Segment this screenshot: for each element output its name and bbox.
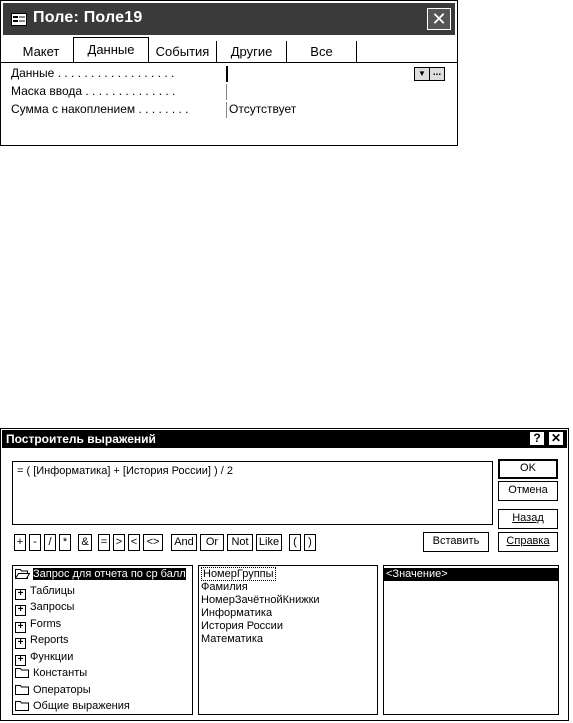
input-mask-field[interactable] <box>226 84 429 100</box>
tab-underline <box>1 62 457 63</box>
object-tree-list[interactable] <box>12 565 193 715</box>
list-item[interactable] <box>199 568 377 581</box>
tree-item-label: Forms <box>30 617 62 630</box>
property-row-running-sum <box>11 102 451 119</box>
plus-icon[interactable]: + <box>15 622 26 633</box>
list-item[interactable]: История России <box>201 620 283 632</box>
folder-icon <box>15 667 30 678</box>
operator-and-button[interactable]: And <box>171 534 197 551</box>
operator-equal-button[interactable]: = <box>98 534 110 551</box>
expression-builder-title: Построитель выражений <box>6 432 156 446</box>
expression-builder-titlebar <box>2 430 567 448</box>
property-row-input-mask <box>11 84 451 101</box>
tab-other[interactable]: Другие <box>217 41 287 63</box>
folder-icon <box>15 700 30 711</box>
operator-divide-button[interactable]: / <box>44 534 56 551</box>
operator-like-button[interactable]: Like <box>256 534 282 551</box>
tab-events[interactable]: События <box>149 41 217 63</box>
operator-not-equal-button[interactable]: <> <box>143 534 163 551</box>
list-item[interactable]: Математика <box>201 633 263 645</box>
list-item[interactable]: НомерЗачётнойКнижки <box>201 594 320 606</box>
list-item[interactable]: Информатика <box>201 607 273 619</box>
field-properties-title: Поле: Поле19 <box>33 9 143 26</box>
tree-item-label: Общие выражения <box>33 700 130 712</box>
operator-multiply-button[interactable]: * <box>59 534 71 551</box>
tree-item-tables[interactable] <box>13 583 192 600</box>
operator-minus-button[interactable]: - <box>29 534 41 551</box>
values-list[interactable] <box>383 565 559 715</box>
fields-list[interactable] <box>198 565 378 715</box>
property-label: Маска ввода . . . . . . . . . . . . . . <box>11 84 176 98</box>
operator-open-paren-button[interactable]: ( <box>289 534 301 551</box>
operator-concat-button[interactable]: & <box>78 534 92 551</box>
field-properties-window <box>0 0 458 146</box>
tree-item-label: Запросы <box>30 601 75 613</box>
folder-icon <box>15 684 30 695</box>
tree-item-operators[interactable] <box>13 682 192 699</box>
ok-button[interactable]: OK <box>498 459 558 479</box>
chevron-down-icon[interactable]: ▼ <box>414 67 430 81</box>
tree-item-reports[interactable] <box>13 632 192 649</box>
plus-icon[interactable]: + <box>15 605 26 616</box>
property-label: Сумма с накоплением . . . . . . . . <box>11 102 189 116</box>
close-icon[interactable]: ✕ <box>427 8 451 30</box>
operator-greater-button[interactable]: > <box>113 534 125 551</box>
folder-open-icon <box>15 568 30 579</box>
properties-icon <box>11 13 27 26</box>
tree-item-constants[interactable] <box>13 665 192 682</box>
property-label: Данные . . . . . . . . . . . . . . . . . . <box>11 66 175 80</box>
operator-plus-button[interactable]: + <box>14 534 26 551</box>
cancel-button[interactable]: Отмена <box>498 481 558 501</box>
data-source-input[interactable] <box>226 66 408 82</box>
operator-less-button[interactable]: < <box>128 534 140 551</box>
tree-item-label: Запрос для отчета по ср балл <box>33 568 186 580</box>
tree-item-label: Таблицы <box>30 584 75 597</box>
tree-item-queries[interactable] <box>13 599 192 616</box>
close-icon[interactable]: ✕ <box>548 431 564 446</box>
paste-button[interactable]: Вставить <box>423 532 489 552</box>
tree-item-query[interactable] <box>13 566 192 583</box>
tab-data[interactable]: Данные <box>73 37 149 63</box>
list-item-label: НомерГруппы <box>203 568 274 580</box>
plus-icon[interactable]: + <box>15 655 26 666</box>
help-button[interactable]: Справка <box>498 532 558 552</box>
tree-item-forms[interactable] <box>13 616 192 633</box>
property-row-data <box>11 66 451 83</box>
tree-item-functions[interactable] <box>13 649 192 666</box>
tree-item-label: Операторы <box>33 683 91 696</box>
undo-button[interactable]: Назад <box>498 509 558 529</box>
help-icon[interactable]: ? <box>529 431 545 446</box>
operator-not-button[interactable]: Not <box>227 534 253 551</box>
plus-icon[interactable]: + <box>15 638 26 649</box>
tab-all[interactable]: Все <box>287 41 357 63</box>
tree-item-label: Reports <box>30 634 69 646</box>
plus-icon[interactable]: + <box>15 589 26 600</box>
field-properties-titlebar <box>3 3 455 35</box>
tree-item-label: Константы <box>33 667 88 679</box>
running-sum-field[interactable]: Отсутствует <box>226 102 429 118</box>
expression-input[interactable]: = ( [Информатика] + [История России] ) / 2 <box>12 461 493 525</box>
tree-item-label: Функции <box>30 650 74 663</box>
tree-item-common-expressions[interactable] <box>13 698 192 715</box>
builder-button[interactable]: ... <box>429 67 445 81</box>
tab-layout[interactable]: Макет <box>22 44 60 59</box>
list-item[interactable]: <Значение> <box>384 568 558 581</box>
expression-builder-window <box>0 428 569 721</box>
operator-close-paren-button[interactable]: ) <box>304 534 316 551</box>
property-tabs <box>1 37 457 63</box>
list-item[interactable]: Фамилия <box>201 581 248 593</box>
operator-or-button[interactable]: Or <box>200 534 224 551</box>
